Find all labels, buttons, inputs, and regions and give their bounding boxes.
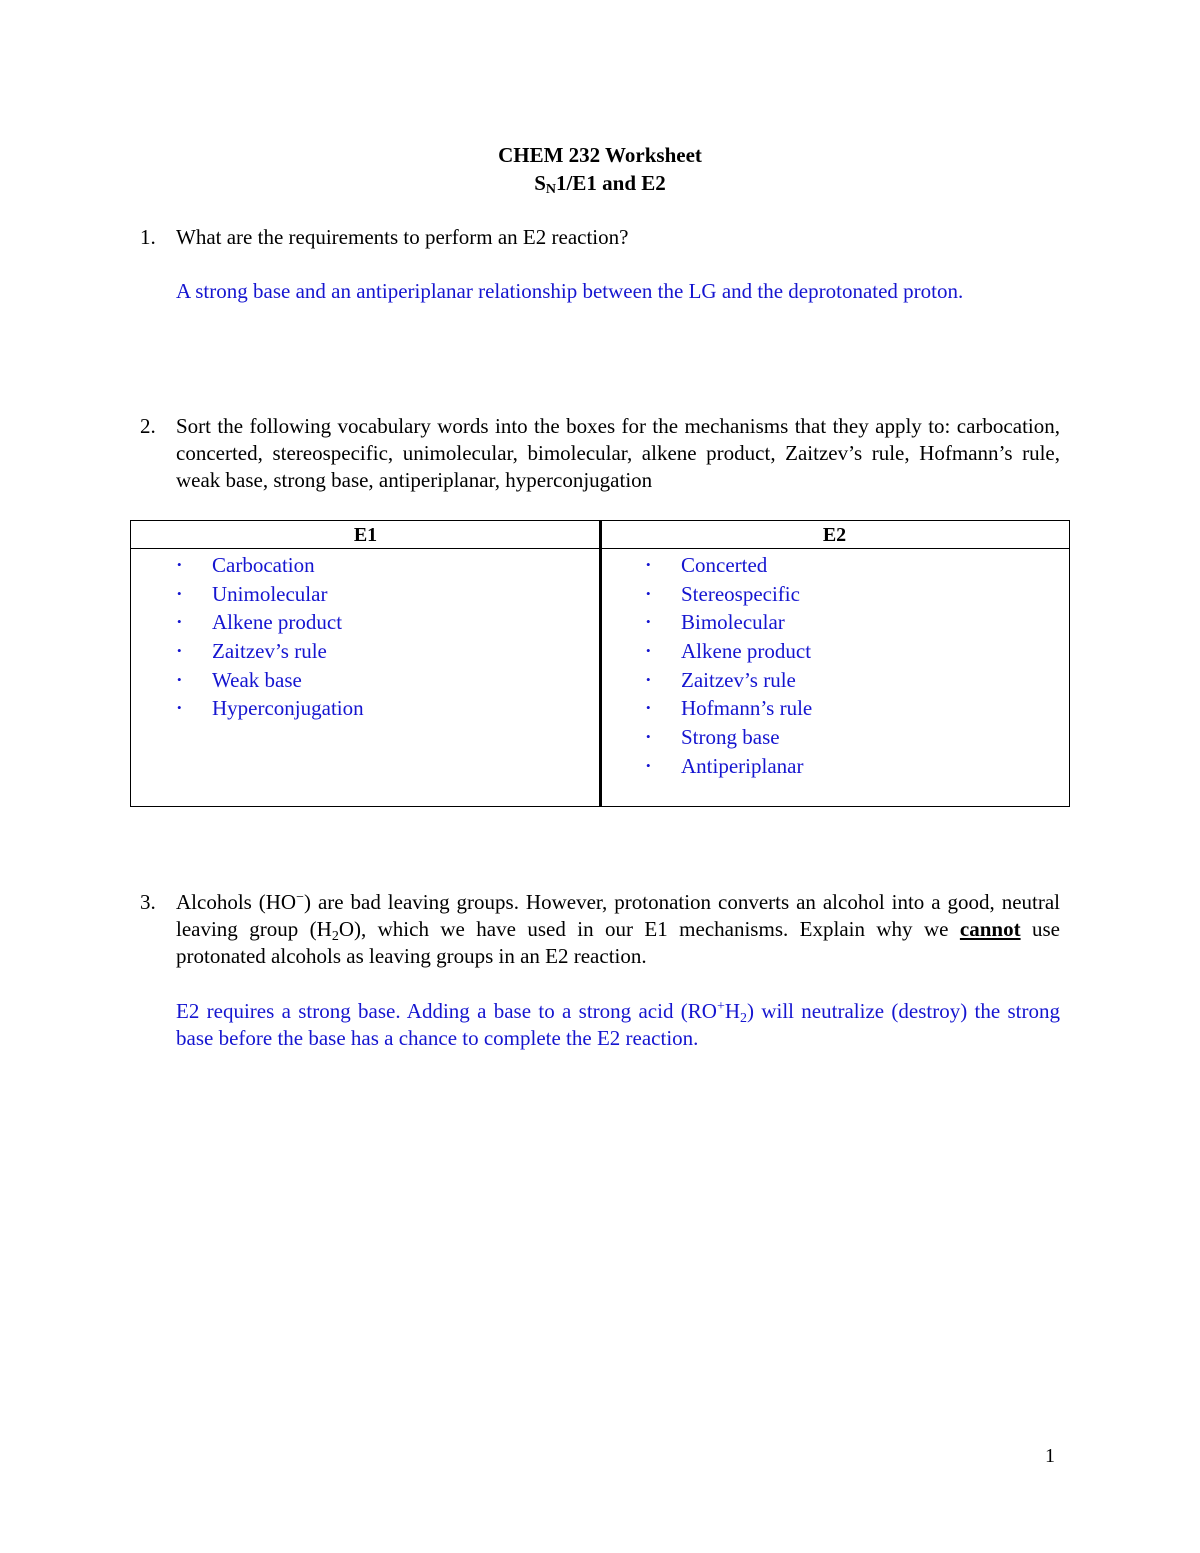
e1-item-label: Hyperconjugation — [212, 696, 364, 721]
bullet-icon: • — [646, 729, 651, 745]
emphasis-cannot: cannot — [959, 917, 1021, 941]
bullet-icon: • — [177, 614, 182, 630]
bullet-icon: • — [646, 614, 651, 630]
e2-item — [646, 637, 812, 666]
bullet-icon: • — [177, 700, 182, 716]
e1-item — [177, 580, 364, 609]
question-number: 2. — [140, 414, 156, 438]
question-text: Sort the following vocabulary words into the boxes for the mechanisms that they apply to: carbocation, concerted, stereospecific, unimolecular, bimolecular, alkene product, Zaitzev’s rule, Hofmann’s rule, weak base, strong base, antiperiplanar, hyperconjugation — [176, 414, 1060, 492]
e1-item — [177, 637, 364, 666]
e2-item-label: Antiperiplanar — [681, 753, 804, 778]
bullet-icon: • — [177, 671, 182, 687]
bullet-icon: • — [177, 557, 182, 572]
question-1 — [140, 224, 1060, 251]
e2-item — [646, 694, 812, 723]
e1-item-label: Alkene product — [212, 610, 343, 635]
e1-item-label: Zaitzev’s rule — [212, 639, 327, 664]
bullet-icon: • — [177, 585, 182, 601]
e2-item — [646, 752, 812, 781]
e2-item — [646, 666, 812, 695]
e2-item — [646, 608, 812, 637]
worksheet-subtitle: $S_N1/E1$ and E2 — [534, 171, 666, 197]
question-3 — [140, 889, 1060, 970]
e1-item — [177, 608, 364, 637]
question-number: 3. — [140, 890, 156, 914]
question-2 — [140, 413, 1060, 494]
table-header-e2: E2 — [600, 521, 1069, 549]
table-header-e1: E1 — [131, 521, 600, 549]
bullet-icon: • — [646, 671, 651, 687]
e1-item-label: Carbocation — [212, 553, 315, 577]
column-divider — [599, 521, 602, 806]
bullet-icon: • — [646, 557, 651, 572]
question-text: Alcohols (HO−) are bad leaving groups. However, protonation converts an alcohol into a good, neutral leaving group $(H_2O)$, which we have used in our E1 mechanisms. Explain why we cannot use protonated alcohols as leaving groups in an E2 reaction. — [176, 890, 1061, 968]
question-text: What are the requirements to perform an E2 reaction? — [176, 225, 629, 249]
page-number: 1 — [1045, 1445, 1055, 1467]
bullet-icon: • — [177, 643, 182, 659]
bullet-icon: • — [646, 700, 651, 716]
e2-item-label: Zaitzev’s rule — [681, 667, 796, 692]
e2-item — [646, 551, 812, 580]
mechanism-table — [130, 520, 1070, 807]
bullet-icon: • — [646, 585, 651, 601]
e1-item — [177, 551, 364, 580]
e1-item — [177, 666, 364, 695]
e1-item-label: Unimolecular — [212, 581, 328, 606]
e1-item-label: Weak base — [212, 667, 302, 692]
e2-item — [646, 723, 812, 752]
bullet-icon: • — [646, 757, 651, 773]
question-number: 1. — [140, 225, 156, 249]
answer-3: E2 requires a strong base. Adding a base to a strong acid $(RO^+H_2)$ will neutralize (destroy) the strong base before the base has a chance to complete the E2 reaction. — [176, 999, 1061, 1050]
e2-item — [646, 580, 812, 609]
e2-item-label: Strong base — [681, 725, 780, 750]
e2-item-label: Concerted — [681, 553, 768, 577]
e2-item-label: Stereospecific — [681, 581, 800, 606]
bullet-icon: • — [646, 643, 651, 659]
answer-1: A strong base and an antiperiplanar relationship between the LG and the deprotonated proton. — [176, 279, 964, 303]
e2-item-label: Hofmann’s rule — [681, 696, 813, 721]
e1-item — [177, 694, 364, 723]
e2-list — [646, 551, 812, 781]
worksheet-title: CHEM 232 Worksheet — [498, 143, 702, 167]
e1-list — [177, 551, 364, 723]
e2-item-label: Alkene product — [681, 639, 812, 664]
e2-item-label: Bimolecular — [681, 610, 785, 635]
